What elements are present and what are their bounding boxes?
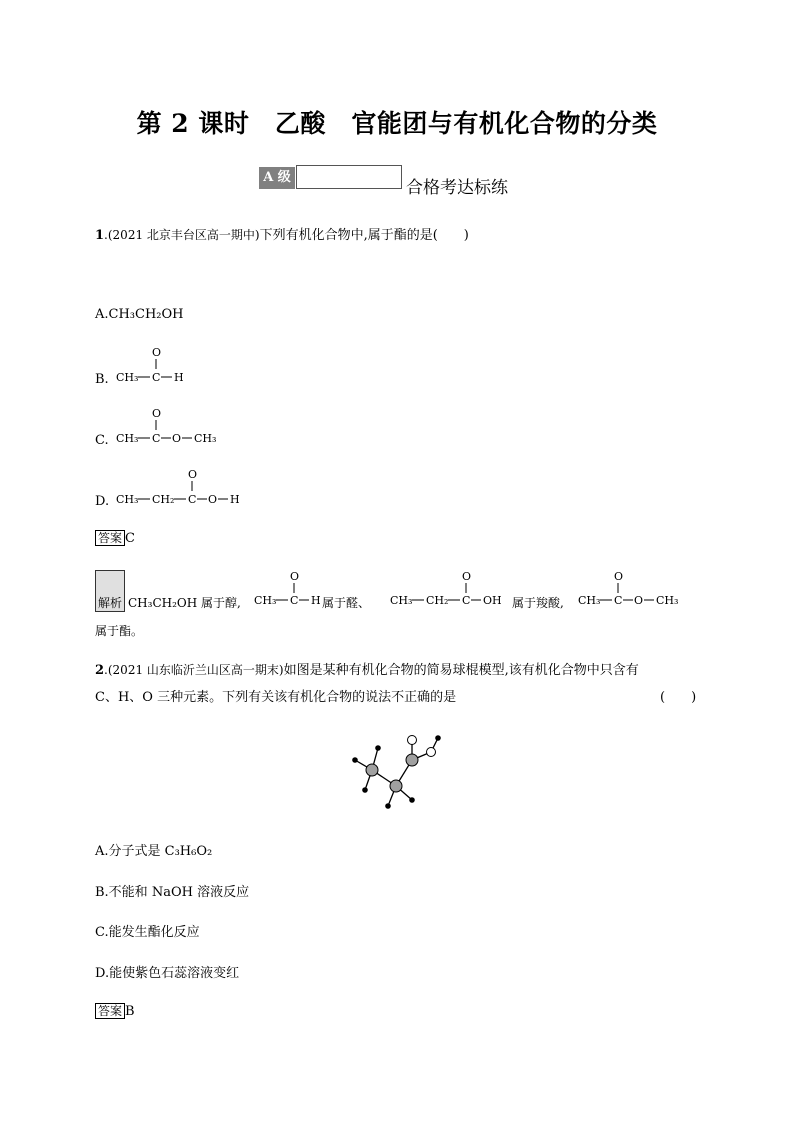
q1-option-c-formula bbox=[112, 405, 232, 447]
methyl: CH₃ bbox=[116, 371, 139, 384]
q2-answer bbox=[95, 1003, 135, 1019]
svg-text:H: H bbox=[311, 594, 321, 607]
q1-option-b-formula bbox=[112, 344, 202, 386]
c-atom bbox=[406, 754, 418, 766]
question-2-stem-line2: C、H、O 三种元素。下列有关该有机化合物的说法不正确的是 bbox=[95, 690, 457, 705]
answer-label: 答案 bbox=[95, 1003, 125, 1019]
question-1-source: .(2021 北京丰台区高一期中) bbox=[104, 228, 260, 242]
answer-label: 答案 bbox=[95, 530, 125, 546]
svg-text:O: O bbox=[614, 570, 624, 583]
q1-option-d-label: D. bbox=[95, 494, 110, 509]
svg-text:O: O bbox=[290, 570, 300, 583]
ball-stick-model bbox=[340, 728, 460, 824]
explanation-label: 解析 bbox=[98, 596, 123, 610]
svg-text:C: C bbox=[462, 594, 471, 607]
question-2-stem-line1: 2.(2021 山东临沂兰山区高一期末)如图是某种有机化合物的简易球棍模型,该有机化合物中只含有 bbox=[95, 663, 639, 678]
svg-text:C: C bbox=[614, 594, 623, 607]
h-atom bbox=[435, 735, 441, 741]
answer-value: C bbox=[125, 531, 135, 546]
ester-o: O bbox=[172, 432, 182, 445]
explanation-label-box bbox=[95, 570, 125, 612]
level-badge-box bbox=[296, 165, 402, 189]
o-atom bbox=[427, 748, 436, 757]
question-2-number: 2 bbox=[95, 663, 105, 678]
carbon: C bbox=[152, 432, 161, 445]
svg-text:CH₃: CH₃ bbox=[578, 594, 601, 607]
explanation-part-3: 属于羧酸, bbox=[512, 596, 564, 610]
level-text: 合格考达标练 bbox=[406, 178, 508, 198]
carbonyl-o: O bbox=[152, 407, 162, 420]
carbon: C bbox=[188, 493, 197, 506]
explanation-part-1: CH₃CH₂OH 属于醇, bbox=[128, 596, 241, 610]
h-atom bbox=[385, 803, 391, 809]
svg-text:O: O bbox=[634, 594, 644, 607]
c-atom bbox=[366, 764, 378, 776]
q2-option-d: D.能使紫色石蕊溶液变红 bbox=[95, 966, 240, 981]
svg-text:C: C bbox=[290, 594, 299, 607]
explanation-ester-formula bbox=[574, 566, 694, 608]
carbonyl-o: O bbox=[188, 468, 198, 481]
c-atom bbox=[390, 780, 402, 792]
question-1-number: 1 bbox=[95, 228, 105, 243]
explanation-part-2: 属于醛、 bbox=[322, 596, 371, 610]
svg-text:OH: OH bbox=[483, 594, 502, 607]
hydrogen: H bbox=[174, 371, 184, 384]
q2-option-a: A.分子式是 C₃H₆O₂ bbox=[95, 844, 213, 859]
explanation-part-4: 属于酯。 bbox=[95, 624, 144, 638]
molecule-atoms bbox=[352, 735, 441, 809]
q1-option-a: A.CH₃CH₂OH bbox=[95, 307, 184, 322]
question-2-source: .(2021 山东临沂兰山区高一期末) bbox=[104, 663, 284, 677]
methylene: CH₂ bbox=[152, 493, 175, 506]
carbonyl-o: O bbox=[152, 346, 162, 359]
hydroxyl-o: O bbox=[208, 493, 218, 506]
question-1-stem bbox=[95, 226, 469, 245]
methyl: CH₃ bbox=[194, 432, 217, 445]
h-atom bbox=[352, 757, 358, 763]
q1-option-c-label: C. bbox=[95, 433, 109, 448]
hydrogen: H bbox=[230, 493, 240, 506]
methyl: CH₃ bbox=[116, 493, 139, 506]
h-atom bbox=[409, 797, 415, 803]
level-badge: A 级 bbox=[259, 167, 295, 189]
question-2-paren: ( ) bbox=[660, 690, 697, 705]
methyl: CH₃ bbox=[116, 432, 139, 445]
svg-text:CH₃: CH₃ bbox=[254, 594, 277, 607]
carbon: C bbox=[152, 371, 161, 384]
q1-option-d-formula bbox=[112, 466, 252, 508]
svg-text:CH₃: CH₃ bbox=[390, 594, 413, 607]
o-atom bbox=[408, 736, 417, 745]
h-atom bbox=[375, 745, 381, 751]
svg-text:O: O bbox=[462, 570, 472, 583]
answer-value: B bbox=[125, 1004, 135, 1019]
question-1-text: 下列有机化合物中,属于酯的是( ) bbox=[259, 228, 469, 243]
q1-option-b-label: B. bbox=[95, 372, 109, 387]
svg-text:CH₃: CH₃ bbox=[656, 594, 679, 607]
h-atom bbox=[362, 787, 368, 793]
explanation-aldehyde-formula bbox=[250, 566, 330, 608]
q2-option-b: B.不能和 NaOH 溶液反应 bbox=[95, 885, 250, 900]
q2-option-c: C.能发生酯化反应 bbox=[95, 925, 200, 940]
explanation-acid-formula bbox=[386, 566, 510, 608]
q1-answer bbox=[95, 530, 135, 546]
page-title: 第 2 课时 乙酸 官能团与有机化合物的分类 bbox=[136, 109, 658, 138]
svg-text:CH₂: CH₂ bbox=[426, 594, 449, 607]
